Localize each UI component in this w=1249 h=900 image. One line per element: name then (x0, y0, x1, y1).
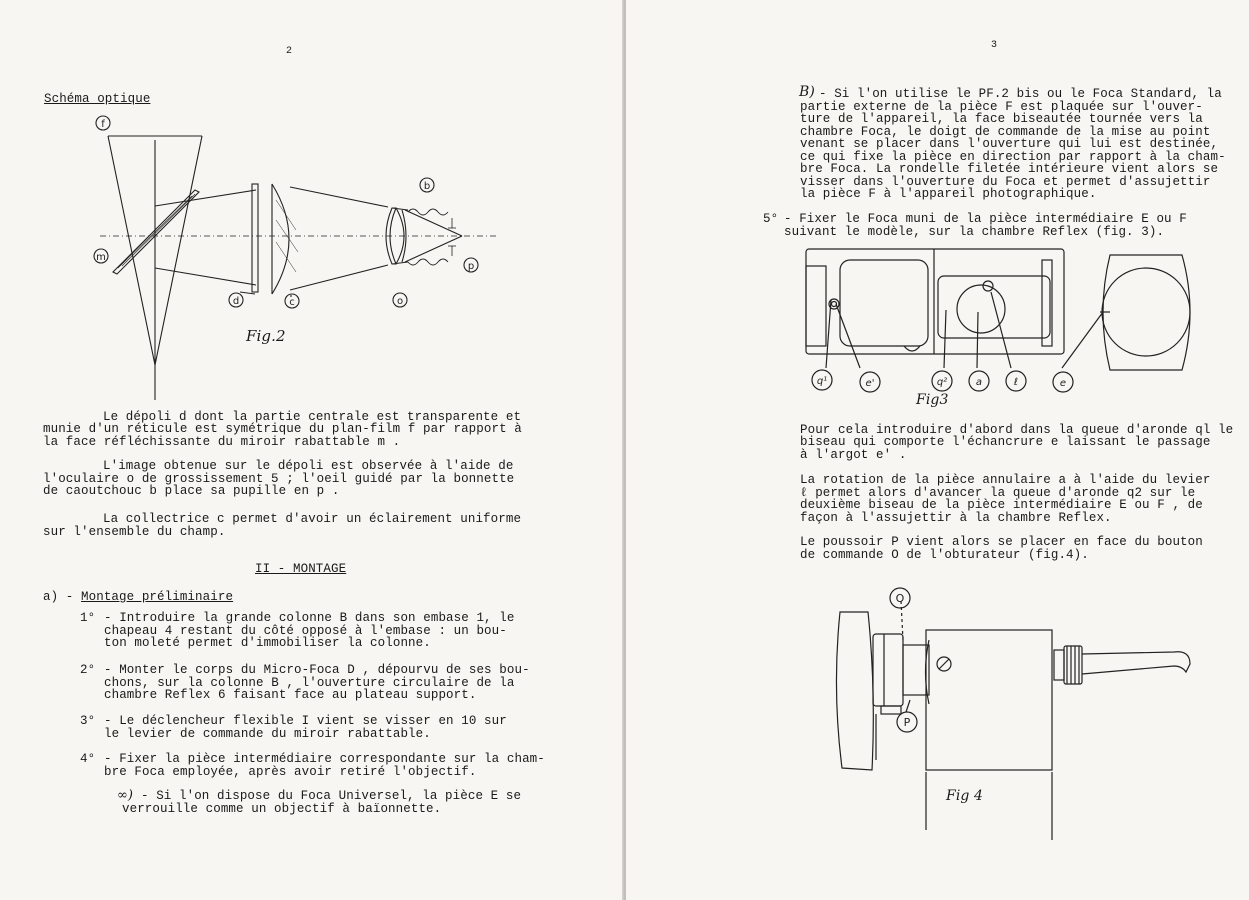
paragraph-line: - Si l'on utilise le PF.2 bis ou le Foca Standard, la (819, 87, 1222, 101)
paragraph-line: venant se placer dans l'ouverture qui lui est destinée, (800, 137, 1219, 151)
section-heading: Schéma optique (44, 92, 151, 106)
alpha-marker: ∞) (117, 788, 134, 803)
label-P: P (903, 716, 911, 729)
paragraph-line: ture de l'appareil, la face biseautée tournée vers la (800, 112, 1203, 126)
paragraph-line: chambre Foca, le doigt de commande de la mise au point (800, 125, 1211, 139)
list-item-line: - Le déclencheur flexible I vient se visser en 10 sur (104, 714, 507, 728)
paragraph-line: biseau qui comporte l'échancrure e laissant le passage (800, 435, 1211, 449)
paragraph-line: à l'argot e' . (800, 448, 907, 462)
label-d: d (232, 296, 240, 307)
paragraph-line: bre Foca. La rondelle filetée intérieure vient alors se (800, 162, 1219, 176)
paragraph-line: l'oculaire o de grossissement 5 ; l'oeil guidé par la bonnette (43, 472, 515, 486)
figure-caption: Fig.2 (246, 327, 286, 345)
paragraph-line: la pièce F à l'appareil photographique. (800, 187, 1097, 201)
label-a: a (975, 377, 983, 388)
paragraph-line: La collectrice c permet d'avoir un éclairement uniforme (103, 512, 522, 526)
paragraph-line: deuxième biseau de la pièce intermédiaire E ou F , de (800, 498, 1203, 512)
page-number: 2 (286, 46, 293, 57)
label-l: ℓ (1013, 377, 1019, 388)
paragraph-line: ℓ permet alors d'avancer la queue d'aronde q2 sur le (800, 486, 1196, 500)
paragraph-line: munie d'un réticule est symétrique du plan-film f par rapport à (43, 422, 522, 436)
left-page (0, 0, 624, 900)
figure-caption: Fig3 (916, 392, 949, 408)
list-item-line: - Fixer le Foca muni de la pièce intermédiaire E ou F (784, 212, 1187, 226)
section-title: II - MONTAGE (255, 562, 347, 576)
label-c: c (289, 297, 295, 308)
list-item-number: 2° (80, 663, 96, 677)
list-item-number: 5° (763, 212, 779, 226)
list-item-line: chons, sur la colonne B , l'ouverture circulaire de la (104, 676, 515, 690)
beta-marker: B) (799, 84, 815, 100)
paragraph-line: ce qui fixe la pièce en direction par rapport à la cham- (800, 150, 1226, 164)
list-item-line: - Fixer la pièce intermédiaire correspondante sur la cham- (104, 752, 545, 766)
list-item-line: - Si l'on dispose du Foca Universel, la pièce E se (141, 789, 522, 803)
paragraph-line: partie externe de la pièce F est plaquée sur l'ouver- (800, 100, 1203, 114)
subsection-title: Montage préliminaire (81, 590, 234, 604)
paragraph-line: de caoutchouc b place sa pupille en p . (43, 484, 340, 498)
list-item-number: 4° (80, 752, 96, 766)
list-item-line: le levier de commande du miroir rabattable. (104, 727, 431, 741)
paragraph-line: visser dans l'ouverture du Foca et permet d'assujettir (800, 175, 1211, 189)
list-item-number: 3° (80, 714, 96, 728)
label-e-prime: e' (865, 378, 875, 389)
list-item-line: ton moleté permet d'immobiliser la colonne. (104, 636, 431, 650)
list-item-line: - Monter le corps du Micro-Foca D , dépourvu de ses bou- (104, 663, 530, 677)
paragraph-line: de commande O de l'obturateur (fig.4). (800, 548, 1089, 562)
list-item-line: - Introduire la grande colonne B dans son embase 1, le (104, 611, 515, 625)
list-item-line: chapeau 4 restant du côté opposé à l'embase : un bou- (104, 624, 507, 638)
right-page (626, 0, 1249, 900)
paragraph-line: La rotation de la pièce annulaire a à l'aide du levier (800, 473, 1211, 487)
paragraph-line: Le poussoir P vient alors se placer en face du bouton (800, 535, 1203, 549)
subsection-heading (43, 591, 233, 603)
label-o: o (396, 296, 404, 307)
list-item-line: verrouille comme un objectif à baïonnette. (122, 802, 442, 816)
paragraph-line: façon à l'assujettir à la chambre Reflex. (800, 511, 1112, 525)
label-e: e (1059, 378, 1067, 389)
label-b: b (423, 181, 431, 192)
label-p: p (467, 261, 475, 272)
label-m: m (96, 252, 106, 263)
label-O: O (895, 592, 905, 605)
list-item-line: suivant le modèle, sur la chambre Reflex (fig. 3). (784, 225, 1165, 239)
figure-caption: Fig 4 (946, 788, 984, 804)
label-f: f (101, 119, 105, 130)
label-q1: q¹ (816, 376, 828, 387)
paragraph-line: Le dépoli d dont la partie centrale est transparente et (103, 410, 522, 424)
paragraph-line: la face réfléchissante du miroir rabattable m . (43, 435, 401, 449)
list-item-line: chambre Reflex 6 faisant face au plateau support. (104, 688, 477, 702)
paragraph-line: Pour cela introduire d'abord dans la queue d'aronde ql le (800, 423, 1234, 437)
page-number: 3 (991, 40, 998, 51)
list-item-line: bre Foca employée, après avoir retiré l'objectif. (104, 765, 477, 779)
label-q2: q² (936, 377, 948, 388)
subsection-prefix: a) - (43, 590, 82, 604)
list-item-number: 1° (80, 611, 96, 625)
paragraph-line: L'image obtenue sur le dépoli est observée à l'aide de (103, 459, 514, 473)
paragraph-line: sur l'ensemble du champ. (43, 525, 226, 539)
